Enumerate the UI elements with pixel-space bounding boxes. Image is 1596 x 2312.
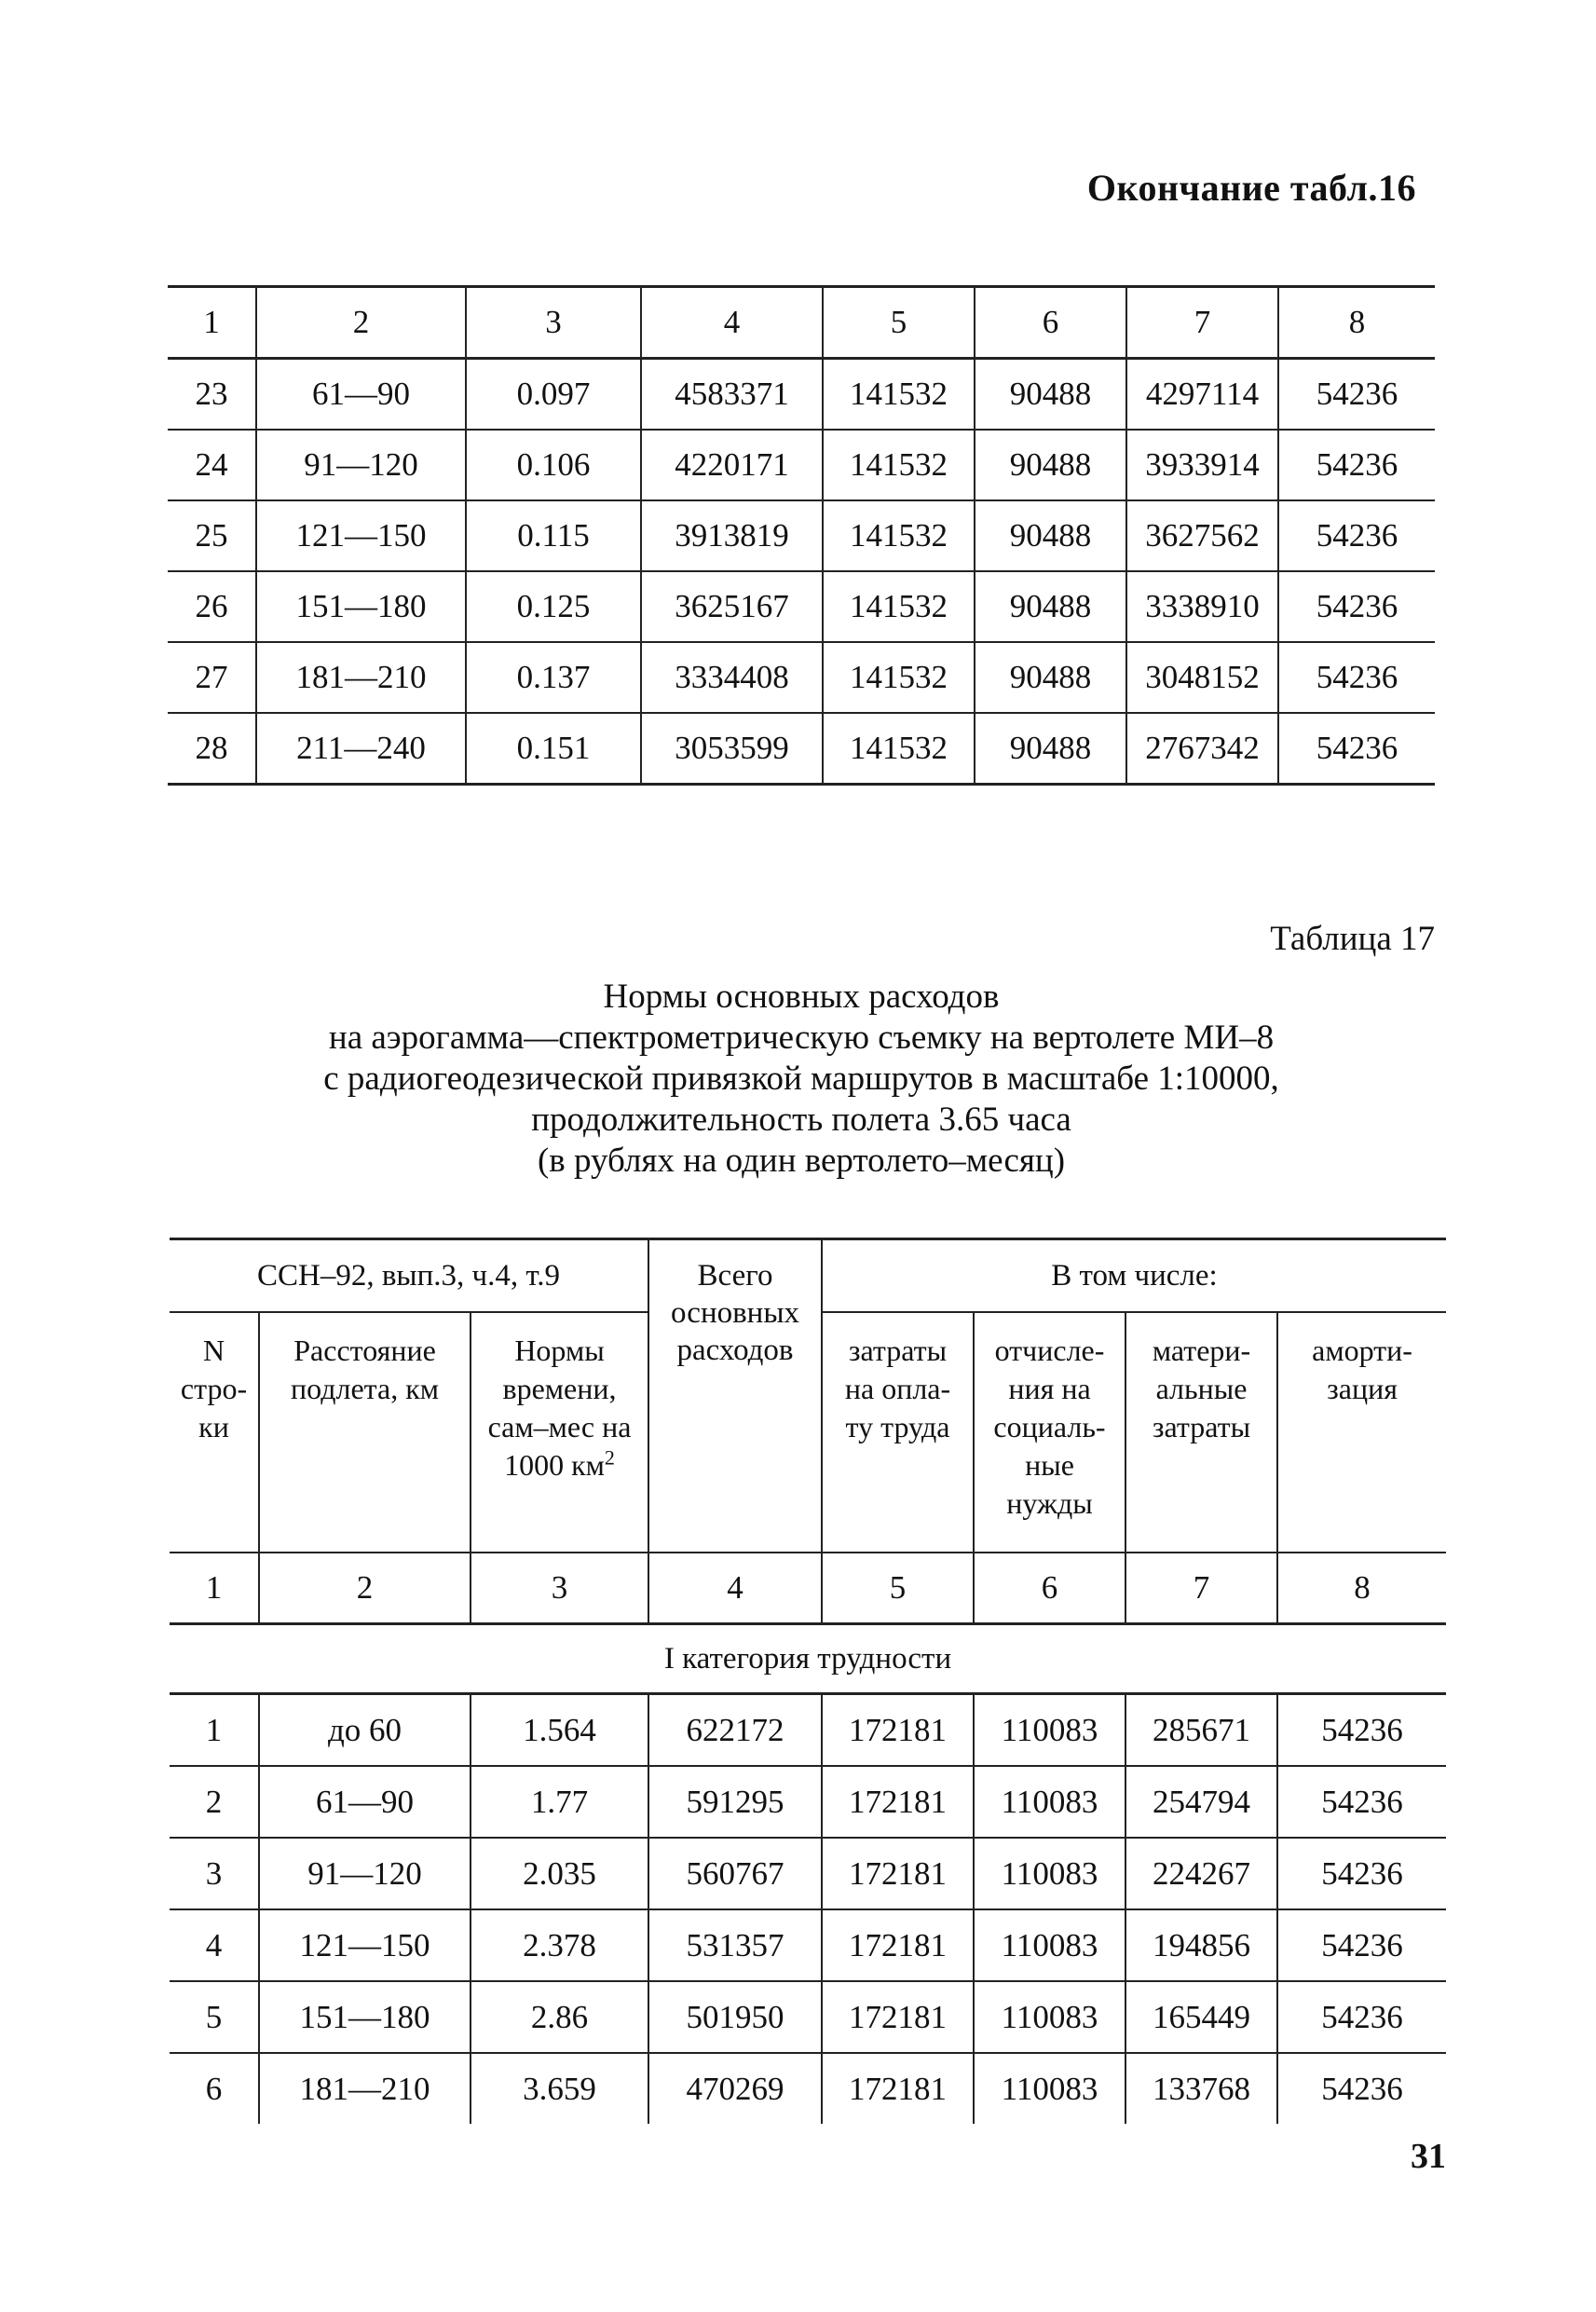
table-cell: 28: [168, 713, 256, 785]
table-cell: 2: [170, 1766, 259, 1838]
table-cell: 0.106: [466, 430, 641, 500]
table-row: [168, 571, 1435, 642]
table-cell: 0.137: [466, 642, 641, 713]
table-cell: 622172: [648, 1694, 822, 1767]
table-cell: 4297114: [1126, 359, 1278, 431]
table16-header-cell: 1: [168, 287, 256, 359]
table-cell: 172181: [822, 1838, 974, 1909]
table-cell: 3334408: [641, 642, 823, 713]
table-cell: 3338910: [1126, 571, 1278, 642]
table-cell: 531357: [648, 1909, 822, 1981]
header-line: ния на: [1008, 1372, 1091, 1405]
table-cell: 470269: [648, 2053, 822, 2124]
table-cell: 2.378: [471, 1909, 648, 1981]
table-cell: 61—90: [256, 359, 466, 431]
header-line: нужды: [1006, 1486, 1093, 1520]
table-cell: 5: [170, 1981, 259, 2053]
table-cell: 110083: [974, 1981, 1125, 2053]
table-cell: 172181: [822, 1981, 974, 2053]
table-cell: 23: [168, 359, 256, 431]
header-line: стро-: [180, 1372, 248, 1405]
header-line: матери-: [1152, 1334, 1251, 1367]
table-cell: 1: [170, 1694, 259, 1767]
header-line: альные: [1155, 1372, 1248, 1405]
table-cell: 0.151: [466, 713, 641, 785]
column-number-cell: 2: [259, 1553, 471, 1624]
table-cell: 90488: [975, 359, 1126, 431]
table-cell: 141532: [823, 713, 975, 785]
table-cell: 54236: [1277, 1981, 1446, 2053]
table16-header-cell: 8: [1278, 287, 1435, 359]
material-cost-header: [1125, 1312, 1277, 1553]
table-cell: 591295: [648, 1766, 822, 1838]
header-line: подлета, км: [290, 1372, 440, 1405]
header-line: Нормы: [514, 1334, 605, 1367]
table-cell: 3625167: [641, 571, 823, 642]
table-cell: 3053599: [641, 713, 823, 785]
column-number-cell: 4: [648, 1553, 822, 1624]
table-row: [168, 500, 1435, 571]
table-cell: 91—120: [256, 430, 466, 500]
table-cell: 0.115: [466, 500, 641, 571]
table-row: [168, 642, 1435, 713]
including-header: В том числе:: [822, 1239, 1446, 1313]
table-row: [168, 359, 1435, 431]
table-cell: 285671: [1125, 1694, 1277, 1767]
table-cell: 24: [168, 430, 256, 500]
table-cell: 2767342: [1126, 713, 1278, 785]
table-cell: 165449: [1125, 1981, 1277, 2053]
table-cell: 172181: [822, 1694, 974, 1767]
table16-continuation: [168, 285, 1435, 786]
table16-header-cell: 5: [823, 287, 975, 359]
header-text: 1000 км: [504, 1448, 605, 1482]
table-cell: 151—180: [256, 571, 466, 642]
table-cell: 0.125: [466, 571, 641, 642]
table-cell: 25: [168, 500, 256, 571]
header-line: сам–мес на: [487, 1410, 632, 1443]
table-cell: 121—150: [256, 500, 466, 571]
time-norm-header: [471, 1312, 648, 1553]
table-row: [168, 713, 1435, 785]
table-cell: 54236: [1278, 430, 1435, 500]
table-cell: 172181: [822, 2053, 974, 2124]
table16-header-cell: 3: [466, 287, 641, 359]
header-line: расходов: [676, 1334, 794, 1367]
table-cell: 90488: [975, 430, 1126, 500]
column-number-cell: 7: [1125, 1553, 1277, 1624]
header-line: отчисле-: [994, 1334, 1105, 1367]
header-line: основных: [670, 1296, 800, 1330]
header-line: социаль-: [993, 1410, 1106, 1443]
table-cell: 3913819: [641, 500, 823, 571]
table-cell: 54236: [1277, 1909, 1446, 1981]
table17-body: [170, 1694, 1446, 2125]
table-cell: 560767: [648, 1838, 822, 1909]
table-cell: 90488: [975, 571, 1126, 642]
table-cell: 3.659: [471, 2053, 648, 2124]
table-cell: 54236: [1277, 2053, 1446, 2124]
table-cell: 54236: [1278, 713, 1435, 785]
row-number-header: [170, 1312, 259, 1553]
table-cell: 26: [168, 571, 256, 642]
table-cell: 1.564: [471, 1694, 648, 1767]
table-cell: 110083: [974, 1694, 1125, 1767]
table17-column-numbers-row: [170, 1553, 1446, 1624]
table16-header-cell: 6: [975, 287, 1126, 359]
header-line: аморти-: [1312, 1334, 1412, 1367]
table-cell: 90488: [975, 500, 1126, 571]
table-cell: 0.097: [466, 359, 641, 431]
page-number: 31: [1411, 2137, 1446, 2176]
table-cell: 54236: [1278, 359, 1435, 431]
table-cell: 110083: [974, 1909, 1125, 1981]
caption-line: (в рублях на один вертолето–месяц): [537, 1142, 1066, 1180]
table-cell: 54236: [1277, 1838, 1446, 1909]
table-cell: 3933914: [1126, 430, 1278, 500]
table17-label: Таблица 17: [1270, 920, 1435, 958]
table-cell: 211—240: [256, 713, 466, 785]
table-cell: 141532: [823, 359, 975, 431]
header-line: ные: [1025, 1448, 1074, 1482]
table-cell: 3048152: [1126, 642, 1278, 713]
table-row: [170, 2053, 1446, 2124]
table-cell: 54236: [1277, 1766, 1446, 1838]
caption-line: Нормы основных расходов: [603, 978, 1000, 1016]
category-heading: I категория трудности: [170, 1624, 1446, 1694]
table-row: [170, 1838, 1446, 1909]
labor-cost-header: [822, 1312, 974, 1553]
table-cell: 121—150: [259, 1909, 471, 1981]
table-cell: 61—90: [259, 1766, 471, 1838]
superscript: 2: [604, 1445, 615, 1470]
header-line: [474, 1446, 645, 1484]
table-cell: 3: [170, 1838, 259, 1909]
column-number-cell: 3: [471, 1553, 648, 1624]
table-cell: до 60: [259, 1694, 471, 1767]
table-cell: 1.77: [471, 1766, 648, 1838]
total-expenses-header: [648, 1239, 822, 1553]
table-cell: 141532: [823, 430, 975, 500]
table-cell: 90488: [975, 713, 1126, 785]
column-number-cell: 5: [822, 1553, 974, 1624]
table-row: [170, 1909, 1446, 1981]
table-row: [168, 430, 1435, 500]
table-cell: 141532: [823, 500, 975, 571]
table-cell: 172181: [822, 1909, 974, 1981]
table-cell: 90488: [975, 642, 1126, 713]
table-cell: 141532: [823, 571, 975, 642]
table-row: [170, 1981, 1446, 2053]
table-cell: 91—120: [259, 1838, 471, 1909]
table-cell: 151—180: [259, 1981, 471, 2053]
category-row: [170, 1624, 1446, 1694]
social-contributions-header: [974, 1312, 1125, 1553]
caption-line: на аэрогамма—спектрометрическую съемку на вертолете МИ–8: [328, 1019, 1275, 1057]
ssn-reference-header: ССН–92, вып.3, ч.4, т.9: [170, 1239, 648, 1313]
caption-line: с радиогеодезической привязкой маршрутов в масштабе 1:10000,: [323, 1060, 1279, 1098]
caption-line: продолжительность полета 3.65 часа: [531, 1101, 1071, 1139]
header-line: ту труда: [845, 1410, 950, 1443]
header-line: времени,: [502, 1372, 617, 1405]
table-row: [170, 1694, 1446, 1767]
table16-header-cell: 7: [1126, 287, 1278, 359]
table-cell: 6: [205, 2070, 223, 2107]
column-number-cell: 6: [974, 1553, 1125, 1624]
table-cell: 4: [170, 1909, 259, 1981]
table17: [170, 1238, 1446, 2124]
column-number-cell: 8: [1277, 1553, 1446, 1624]
table17-category-section: [170, 1624, 1446, 1694]
table-cell: 181—210: [256, 642, 466, 713]
table-cell: 54236: [1278, 642, 1435, 713]
table-cell: 2.86: [471, 1981, 648, 2053]
table17-caption: [168, 977, 1435, 1182]
table-cell: 110083: [974, 1838, 1125, 1909]
table-cell: 110083: [974, 2053, 1125, 2124]
table-cell: 501950: [648, 1981, 822, 2053]
table-cell: 133768: [1125, 2053, 1277, 2124]
header-line: N: [202, 1334, 225, 1367]
header-line: зация: [1327, 1372, 1398, 1405]
table-cell: 194856: [1125, 1909, 1277, 1981]
table-row: [170, 1766, 1446, 1838]
table-cell: 224267: [1125, 1838, 1277, 1909]
table-cell: 110083: [974, 1766, 1125, 1838]
table16-header-cell: 4: [641, 287, 823, 359]
table16-continuation-title: Окончание табл.16: [1086, 167, 1416, 209]
table16-header-row: [168, 287, 1435, 359]
table-cell: 54236: [1278, 500, 1435, 571]
header-line: Расстояние: [293, 1334, 436, 1367]
table-cell: 4583371: [641, 359, 823, 431]
header-line: затраты: [848, 1334, 948, 1367]
table-cell: 141532: [823, 642, 975, 713]
table-cell: 181—210: [259, 2053, 471, 2124]
depreciation-header: [1277, 1312, 1446, 1553]
header-line: на опла-: [844, 1372, 951, 1405]
table-cell: 4220171: [641, 430, 823, 500]
header-line: ки: [198, 1410, 229, 1443]
table16-header-cell: 2: [256, 287, 466, 359]
table-cell: 2.035: [471, 1838, 648, 1909]
distance-header: [259, 1312, 471, 1553]
table16-body: [168, 359, 1435, 785]
table-cell: 254794: [1125, 1766, 1277, 1838]
table-cell: 27: [168, 642, 256, 713]
header-line: затраты: [1152, 1410, 1251, 1443]
table17-header-top-row: [170, 1239, 1446, 1313]
table-cell: 54236: [1278, 571, 1435, 642]
column-number-cell: 1: [170, 1553, 259, 1624]
table-cell: 3627562: [1126, 500, 1278, 571]
table-cell: 172181: [822, 1766, 974, 1838]
header-line: Всего: [697, 1259, 773, 1293]
table-cell: 54236: [1277, 1694, 1446, 1767]
